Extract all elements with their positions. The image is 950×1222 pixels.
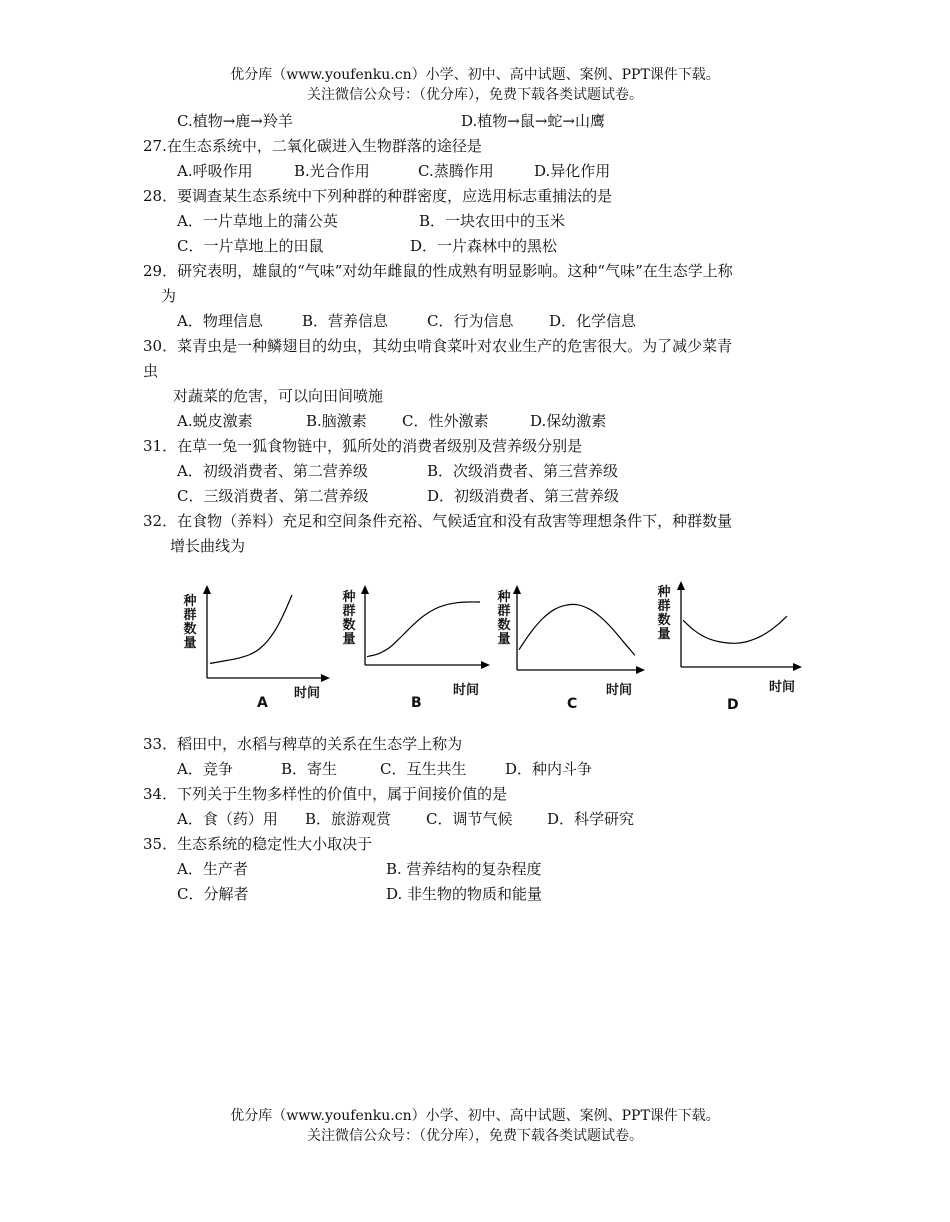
x-axis-arrow [793, 663, 802, 671]
q31-option-a: A．初级消费者、第二营养级 [177, 462, 368, 480]
q27-option-b: B.光合作用 [294, 162, 370, 180]
growth-curve-b [367, 602, 480, 657]
q30-option-a: A.蜕皮激素 [177, 412, 253, 430]
header-line-1: 优分库（www.youfenku.cn）小学、初中、高中试题、案例、PPT课件下载。 [230, 67, 720, 83]
q27-option-a: A.呼吸作用 [177, 162, 253, 180]
q32-stem-line-2: 增长曲线为 [170, 537, 246, 555]
q34-stem: 34．下列关于生物多样性的价值中，属于间接价值的是 [143, 785, 508, 803]
y-axis-label-a: 种群数量 [183, 594, 197, 651]
y-axis-arrow [361, 585, 369, 594]
chart-label-b: B [411, 695, 422, 711]
q29-option-d: D．化学信息 [549, 312, 637, 330]
y-axis-arrow [677, 581, 685, 590]
q30-stem-line-3: 对蔬菜的危害，可以向田间喷施 [173, 387, 384, 405]
q29-option-c: C．行为信息 [427, 312, 514, 330]
q35-option-c: C．分解者 [177, 885, 249, 903]
x-axis-label-a: 时间 [294, 686, 321, 701]
x-axis-label-c: 时间 [606, 683, 633, 698]
x-axis-label-d: 时间 [769, 680, 796, 695]
q33-option-c: C．互生共生 [380, 760, 467, 778]
q28-option-c: C．一片草地上的田鼠 [177, 237, 324, 255]
q29-stem-line-2: 为 [161, 287, 177, 305]
chart-label-a: A [257, 695, 268, 711]
q33-option-a: A．竞争 [177, 760, 233, 778]
q34-option-a: A．食（药）用 [177, 810, 278, 828]
footer-line-1: 优分库（www.youfenku.cn）小学、初中、高中试题、案例、PPT课件下载。 [230, 1108, 720, 1124]
q33-option-b: B．寄生 [281, 760, 338, 778]
q32-stem-line-1: 32．在食物（养料）充足和空间条件充裕、气候适宜和没有敌害等理想条件下，种群数量 [143, 512, 733, 530]
q30-stem-line-1: 30．菜青虫是一种鳞翅目的幼虫，其幼虫啃食菜叶对农业生产的危害很大。为了减少菜青 [143, 337, 733, 355]
q34-option-d: D．科学研究 [547, 810, 635, 828]
chart-label-c: C [567, 696, 578, 712]
q35-option-b: B. 营养结构的复杂程度 [386, 860, 542, 878]
growth-chart-c [495, 585, 655, 715]
q31-option-b: B．次级消费者、第三营养级 [427, 462, 619, 480]
q30-stem-line-2: 虫 [143, 362, 159, 380]
q29-option-a: A．物理信息 [177, 312, 263, 330]
q27-option-c: C.蒸腾作用 [418, 162, 494, 180]
growth-curve-c [519, 604, 635, 655]
q35-option-d: D. 非生物的物质和能量 [386, 885, 543, 903]
x-axis-arrow [636, 666, 645, 674]
x-axis-label-b: 时间 [453, 683, 480, 698]
header-line-2: 关注微信公众号：（优分库），免费下载各类试题试卷。 [307, 87, 643, 103]
y-axis-label-d: 种群数量 [657, 585, 671, 642]
growth-curve-d [683, 616, 787, 643]
growth-chart-b [340, 585, 495, 715]
x-axis-arrow [321, 674, 330, 682]
y-axis-label-b: 种群数量 [342, 590, 356, 647]
q29-stem-line-1: 29．研究表明，雄鼠的“气味”对幼年雌鼠的性成熟有明显影响。这种“气味”在生态学上称 [143, 262, 733, 280]
growth-curve-a [210, 595, 292, 663]
footer-line-2: 关注微信公众号：（优分库），免费下载各类试题试卷。 [307, 1128, 643, 1144]
y-axis-arrow [513, 585, 521, 594]
q27-stem: 27.在生态系统中，二氧化碳进入生物群落的途径是 [143, 137, 482, 155]
y-axis-arrow [203, 585, 211, 594]
q34-option-c: C．调节气候 [426, 810, 513, 828]
q30-option-d: D.保幼激素 [530, 412, 607, 430]
q31-option-c: C．三级消费者、第二营养级 [177, 487, 369, 505]
q33-stem: 33．稻田中，水稻与稗草的关系在生态学上称为 [143, 735, 463, 753]
q35-option-a: A．生产者 [177, 860, 248, 878]
q35-stem: 35．生态系统的稳定性大小取决于 [143, 835, 373, 853]
growth-chart-d [655, 580, 810, 715]
q28-option-b: B．一块农田中的玉米 [419, 212, 566, 230]
growth-chart-a [180, 585, 340, 715]
q30-option-b: B.脑激素 [306, 412, 367, 430]
q28-option-a: A．一片草地上的蒲公英 [177, 212, 338, 230]
q29-option-b: B．营养信息 [302, 312, 389, 330]
q31-option-d: D．初级消费者、第三营养级 [427, 487, 620, 505]
q26-option-c: C.植物→鹿→羚羊 [177, 112, 293, 130]
q30-option-c: C．性外激素 [402, 412, 489, 430]
q34-option-b: B．旅游观赏 [305, 810, 392, 828]
chart-label-d: D [727, 697, 739, 713]
y-axis-label-c: 种群数量 [497, 590, 511, 647]
q27-option-d: D.异化作用 [534, 162, 611, 180]
q26-option-d: D.植物→鼠→蛇→山鹰 [461, 112, 605, 130]
x-axis-arrow [481, 661, 490, 669]
q28-option-d: D．一片森林中的黑松 [410, 237, 558, 255]
q31-stem: 31．在草一兔一狐食物链中，狐所处的消费者级别及营养级分别是 [143, 437, 583, 455]
q28-stem: 28．要调查某生态系统中下列种群的种群密度，应选用标志重捕法的是 [143, 187, 613, 205]
q33-option-d: D．种内斗争 [505, 760, 593, 778]
